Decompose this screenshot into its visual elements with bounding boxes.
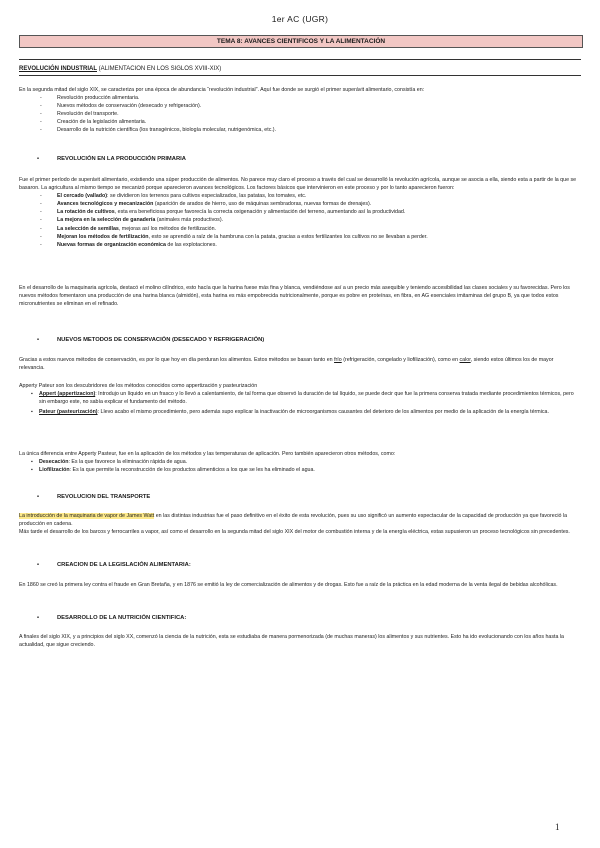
item-bold: La mejora en la selección de ganadería [57, 217, 156, 224]
item-text: : Introdujo un líquido en un frasco y lo llevó a calentamiento, de tal forma que observó la duración de tal líquido, se puede decir que fue la primera conserva tratada mediante procedimientos térmicos, pero sin embargo este, no sabía explicar el fundamento del método. [39, 391, 574, 406]
underlined-text: frío [334, 357, 342, 363]
heading-nutricion: • DESARROLLO DE LA NUTRICIÓN CIENTIFICA: [36, 615, 187, 621]
list-item: - Nuevos métodos de conservación (desecado y refrigeración). [19, 102, 579, 110]
heading-text: DESARROLLO DE LA NUTRICIÓN CIENTIFICA: [57, 615, 187, 621]
list-item: - Creación de la legislación alimentaria. [19, 118, 579, 126]
item-bold: Liofilización [39, 467, 70, 474]
list-item [19, 225, 579, 233]
list-item [19, 208, 579, 216]
factors-list [19, 192, 579, 249]
text-run: (refrigeración, congelado y liofilización), como en [341, 357, 460, 363]
item-text: (aparición de arados de hierro, uso de máquinas sembradoras, nuevas formas de drenajes). [153, 201, 372, 208]
heading-legislacion: • CREACION DE LA LEGISLACIÓN ALIMENTARIA: [36, 562, 191, 568]
paragraph: Apperty Pateur son los descubridores de los métodos conocidos como appertización y pasteurización [19, 383, 258, 389]
transporte-block [19, 512, 579, 536]
heading-conservacion: • NUEVOS METODOS DE CONSERVACIÓN (DESECADO Y REFRIGERACIÓN) [36, 337, 265, 343]
section-heading-rest: (ALIMENTACION EN LOS SIGLOS XVIII-XIX) [97, 66, 222, 72]
methods-list [19, 390, 579, 416]
topic-title-bar: TEMA 8: AVANCES CIENTIFICOS Y LA ALIMENTACIÓN [19, 35, 583, 48]
otros-metodos-block [19, 450, 579, 474]
paragraph: Fue el primer período de superávit alimentario, existiendo una súper producción de alimentos. No parece muy claro el proceso a través del cual se desarrolló la revolución agrícola, aunque se asocia a ella, siendo esta a partir de la que se basaron. La agricultura al mismo tiempo se mecanizó porque aparecieron avances tecnológicos. Los factores básicos que intervinieron en este proceso y por lo tanto aparecieron fueron: [19, 177, 577, 192]
intro-block [19, 86, 579, 135]
item-bold: La rotación de cultivos [57, 209, 115, 216]
item-bold: Nuevas formas de organización económica [57, 241, 166, 248]
heading-text: REVOLUCION DEL TRANSPORTE [57, 494, 151, 500]
heading-text: NUEVOS METODOS DE CONSERVACIÓN (DESECADO Y REFRIGERACIÓN) [57, 337, 265, 343]
underlined-text: calor [459, 357, 471, 363]
item-text: , esta era beneficiosa porque favorecía la correcta oxigenación y alimentación del terreno, aumentando así la productividad. [114, 209, 406, 216]
list-item: - Revolución del transporte. [19, 110, 579, 118]
list-item [19, 216, 579, 224]
item-text: de las explotaciones. [165, 241, 217, 248]
heading-text: REVOLUCIÓN EN LA PRODUCCIÓN PRIMARIA [57, 156, 186, 162]
otros-list [19, 458, 579, 474]
section-heading-bold: REVOLUCIÓN INDUSTRIAL [19, 66, 97, 72]
nutricion-paragraph: A finales del siglo XIX, y a principios del siglo XX, comenzó la ciencia de la nutrición, esta se estudiaba de manera pormenorizada (de muchas maneras) los alimentos y sus nutrientes. Esto ha ido evolucionando con los años hasta la actualidad, que sigue creciendo. [19, 634, 564, 649]
paragraph: Más tarde el desarrollo de los barcos y ferrocarriles a vapor, así como el desarrollo en la segunda mitad del siglo XIX del motor de combustión interna y de la energía eléctrica, estas supusieron un proceso tecnológicos sin precedentes. [19, 529, 570, 536]
intro-paragraph: En la segunda mitad del siglo XIX, se caracteriza por una época de abundancia “revolución industrial”. Aquí fue donde se surgió el primer superávit alimentario, consistía en: [19, 87, 425, 93]
page-number: 1 [555, 822, 560, 832]
text-run: Gracias a estos nuevos métodos de conservación, es por lo que hoy en día perduran los alimentos. Estos métodos se basan tanto en [19, 357, 335, 363]
legislacion-paragraph: En 1860 se creó la primera ley contra el fraude en Gran Bretaña, y en 1876 se emitió la ley de comercialización de alimentos y de drogas. Esto fue a raíz de la práctica en la edad moderna de la venta ilegal de bebidas alcohólicas. [19, 582, 558, 588]
appert-block [19, 382, 579, 416]
heading-produccion-primaria: • REVOLUCIÓN EN LA PRODUCCIÓN PRIMARIA [36, 156, 186, 162]
item-text: : Es la que favorece la eliminación rápida de agua. [68, 459, 188, 466]
list-item: - Revolución producción alimentaria. [19, 94, 579, 102]
item-bold: Appert (appertizacion) [39, 391, 96, 398]
list-item [19, 466, 579, 474]
heading-transporte: • REVOLUCION DEL TRANSPORTE [36, 494, 151, 500]
item-text: , esto se aprendió a raíz de la hambruna con la patata, gracias a estos fertilizantes los cultivos no se llevaban a perder. [148, 233, 428, 240]
list-item [19, 390, 579, 406]
divider-top [19, 59, 581, 60]
conservacion-paragraph [19, 356, 579, 372]
item-text: : se dividieron los terrenos para cultivos especializados, las patatas, los tomates, etc. [107, 193, 307, 200]
item-text: (animales más productivos). [155, 217, 224, 224]
highlighted-text: La introducción de la maquinaria de vapor de James Watt [19, 513, 155, 519]
list-item [19, 408, 579, 416]
intro-list [19, 94, 579, 134]
item-bold: Avances tecnológicos y mecanización [57, 201, 154, 208]
section-heading [19, 66, 221, 72]
item-text: : Llevo acabo el mismo procedimiento, pero además supo explicar la inactivación de microorganismos causantes del deterioro de los alimentos por medio de la aplicación de la energía térmica. [97, 409, 549, 416]
item-bold: Pateur (pasteurización) [39, 409, 98, 416]
divider-section [19, 75, 581, 76]
produccion-block [19, 176, 579, 249]
list-item [19, 233, 579, 241]
molino-paragraph: En el desarrollo de la maquinaria agrícola, destacó el molino cilíndrico, esto hacía que la harina fuese más fina y blanca, vendiéndose así a un precio más asequible y teniendo accesibilidad las clases sociales y su favorecidas. Pero los nuevos métodos fomentaron una producción de una harina blanca (almidón), esta harina es más empobrecida nutricionalmente, porque es pobre en proteínas, en fibra, en AG esenciales imitaminas del grupo B, ya que todos estos micronutrientes se eliminan en el refinado. [19, 285, 570, 308]
item-text: , mejoras así los métodos de fertilización. [118, 225, 216, 232]
paragraph: La única diferencia entre Apperty Pasteur, fue en la aplicación de los métodos y las temperaturas de aplicación. Pero también aparecieron otros métodos, como: [19, 451, 396, 457]
item-text: : Es la que permite la reconstrucción de los productos alimenticios a los que se les ha eliminado el agua. [69, 467, 315, 474]
list-item [19, 200, 579, 208]
item-bold: La selección de semillas [57, 225, 119, 232]
paragraph [19, 512, 579, 528]
list-item [19, 241, 579, 249]
item-bold: Desecación [39, 459, 69, 466]
heading-text: CREACION DE LA LEGISLACIÓN ALIMENTARIA: [57, 562, 191, 568]
item-bold: El cercado (vallado) [57, 193, 108, 200]
list-item [19, 458, 579, 466]
text-run: en las distintas industrias fue el paso definitivo en el éxito de esta revolución, pues su uso significó un aumento espectacular de la capacidad de producción ya que favoreció la producción en cadena. [19, 513, 568, 528]
item-bold: Mejoran los métodos de fertilización [57, 233, 149, 240]
list-item [19, 192, 579, 200]
text-run: , siendo estos últimos los de mayor relevancia. [19, 357, 554, 372]
page-header: 1er AC (UGR) [271, 14, 329, 24]
list-item: - Desarrollo de la nutrición científica (los transgénicos, biología molecular, nutrigenómica, etc.). [19, 126, 579, 134]
